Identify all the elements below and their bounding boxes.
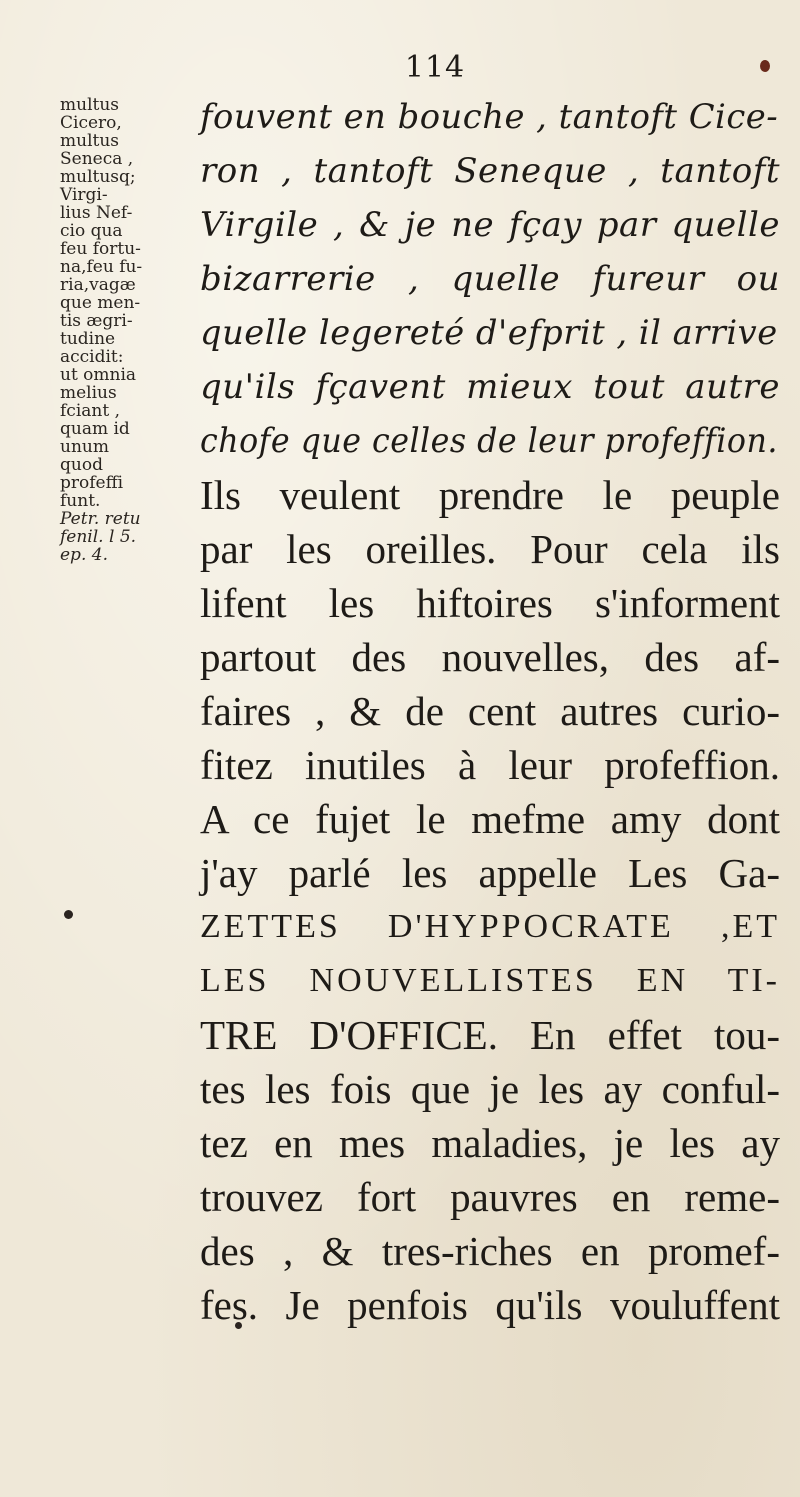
margin-note-line: multus	[60, 131, 120, 151]
text-line: lifent les hiftoires s'informent	[200, 580, 780, 626]
margin-note-line: feu fortu-	[60, 239, 141, 259]
text-line: LES NOUVELLISTES EN TI-	[200, 962, 780, 999]
text-line: Ils veulent prendre le peuple	[200, 472, 780, 518]
text-line: fitez inutiles à leur profeffion.	[200, 742, 780, 788]
margin-note-line: tis ægri-	[60, 311, 133, 331]
margin-note-line: ria,vagæ	[60, 275, 136, 295]
margin-note-line: que men-	[60, 293, 141, 313]
margin-note-line: accidit:	[60, 347, 124, 367]
ink-spot	[760, 60, 770, 72]
margin-note-line: unum	[60, 437, 109, 457]
margin-note-line: multus	[60, 95, 120, 115]
text-line: chofe que celles de leur profeffion.	[200, 421, 778, 461]
ink-spot	[64, 910, 73, 919]
margin-note-line: na,feu fu-	[60, 257, 143, 277]
margin-note-line: ep. 4.	[60, 545, 108, 565]
text-line: A ce fujet le mefme amy dont	[200, 796, 780, 842]
text-line: quelle legereté d'efprit , il arrive	[200, 313, 778, 353]
margin-note-line: quod	[60, 455, 103, 475]
text-line: fes. Je penfois qu'ils vouluffent	[200, 1282, 780, 1328]
margin-note-line: lius Nef-	[60, 203, 133, 223]
text-line: partout des nouvelles, des af-	[200, 634, 780, 680]
text-line: ron , tantoft Seneque , tantoft	[200, 151, 780, 191]
margin-notes	[60, 96, 190, 564]
text-line: par les oreilles. Pour cela ils	[200, 526, 780, 572]
margin-note-line: tudine	[60, 329, 116, 349]
margin-note-line: profeffi	[60, 473, 124, 493]
margin-note-line: melius	[60, 383, 117, 403]
text-line: Virgile , & je ne fçay par quelle	[200, 205, 780, 245]
text-line: qu'ils fçavent mieux tout autre	[200, 367, 780, 407]
text-line: tes les fois que je les ay conful-	[200, 1066, 780, 1112]
margin-note-line: fenil. l 5.	[60, 527, 137, 547]
text-line: ZETTES D'HYPPOCRATE ,ET	[200, 908, 780, 945]
margin-note-line: quam id	[60, 419, 130, 439]
text-line: fouvent en bouche , tantoft Cice-	[200, 97, 779, 137]
margin-note-line: Virgi-	[60, 185, 108, 205]
margin-note-line: fciant ,	[60, 401, 120, 421]
text-line: tez en mes maladies, je les ay	[200, 1120, 780, 1166]
text-line: bizarrerie , quelle fureur ou	[200, 259, 780, 299]
page-number: 114	[404, 50, 466, 85]
text-line: faires , & de cent autres curio-	[200, 688, 780, 734]
margin-note-line: funt.	[60, 491, 101, 511]
main-text	[200, 90, 780, 1332]
text-line: des , & tres-riches en promef-	[200, 1228, 780, 1274]
margin-note-line: Seneca ,	[60, 149, 134, 169]
text-line: TRE D'OFFICE. En effet tou-	[200, 1012, 780, 1058]
text-line: j'ay parlé les appelle Les Ga-	[200, 850, 780, 896]
margin-note-line: cio qua	[60, 221, 123, 241]
margin-note-line: multusq;	[60, 167, 136, 187]
margin-note-line: Petr. retu	[60, 509, 141, 529]
margin-note-line: Cicero,	[60, 113, 122, 133]
margin-note-line: ut omnia	[60, 365, 137, 385]
text-line: trouvez fort pauvres en reme-	[200, 1174, 780, 1220]
